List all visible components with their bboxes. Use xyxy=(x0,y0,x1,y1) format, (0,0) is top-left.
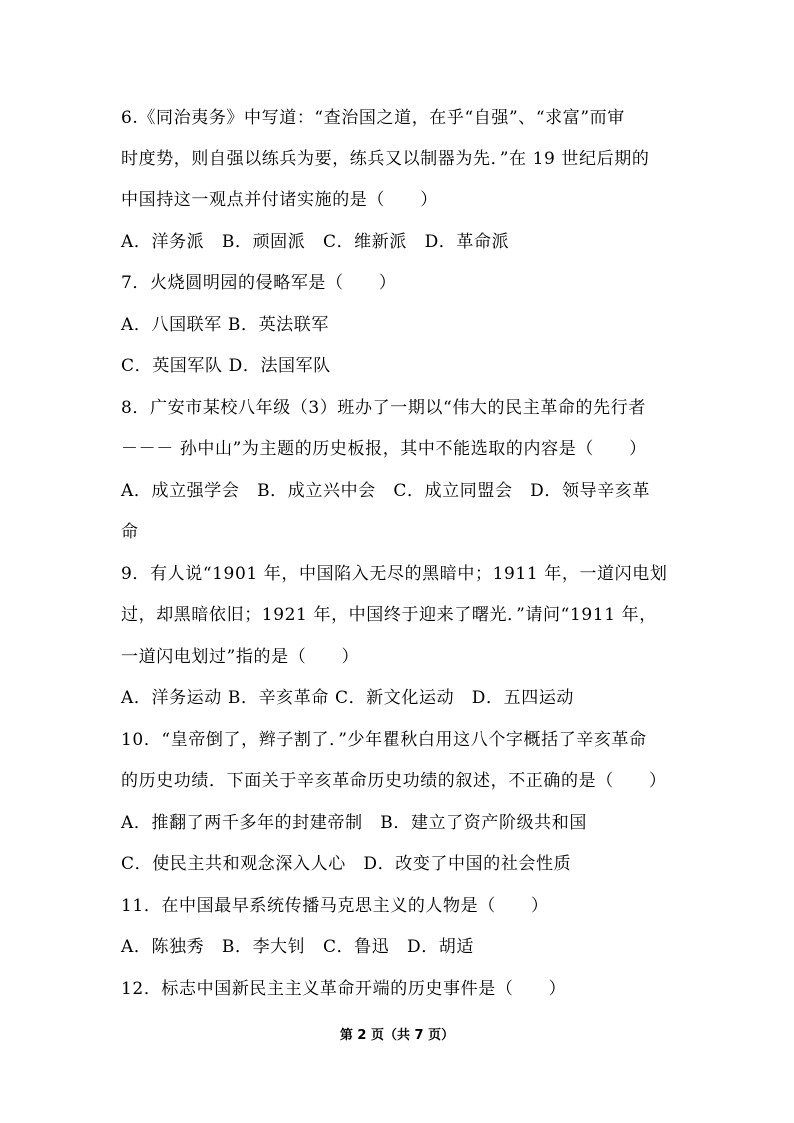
q8-options-line-1: A．成立强学会 B．成立兴中会 C．成立同盟会 D．领导辛亥革 xyxy=(121,481,651,501)
q6-stem-line-3: 中国持这一观点并付诸实施的是（ ） xyxy=(121,190,438,210)
q11-options: A．陈独秀 B．李大钊 C．鲁迅 D．胡适 xyxy=(121,937,475,957)
q6-options: A．洋务派 B．顽固派 C．维新派 D．革命派 xyxy=(121,232,510,252)
q7-stem: 7．火烧圆明园的侵略军是（ ） xyxy=(121,273,397,293)
q9-stem-line-2: 过，却黑暗依旧；1921 年，中国终于迎来了曙光．”请问“1911 年， xyxy=(121,605,657,625)
q6-stem-line-2: 时度势，则自强以练兵为要，练兵又以制器为先．”在 19 世纪后期的 xyxy=(121,149,650,169)
q9-stem-line-1: 9．有人说“1901 年，中国陷入无尽的黑暗中；1911 年，一道闪电划 xyxy=(121,564,668,584)
q8-stem-line-2: －－－ 孙中山”为主题的历史板报，其中不能选取的内容是（ ） xyxy=(121,439,647,459)
q6-stem-line-1: 6.《同治夷务》中写道：“查治国之道，在乎“自强”、“求富”而审 xyxy=(121,108,625,128)
q8-options-line-2: 命 xyxy=(121,522,139,542)
q9-stem-line-3: 一道闪电划过”指的是（ ） xyxy=(121,647,360,667)
page-footer: 第 2 页（共 7 页） xyxy=(339,1028,455,1043)
q10-options-line-1: A．推翻了两千多年的封建帝制 B．建立了资产阶级共和国 xyxy=(121,813,587,833)
q11-stem: 11．在中国最早系统传播马克思主义的人物是（ ） xyxy=(121,896,549,916)
q8-stem-line-1: 8．广安市某校八年级（3）班办了一期以“伟大的民主革命的先行者 xyxy=(121,398,646,418)
q10-stem-line-1: 10．“皇帝倒了，辫子割了．”少年瞿秋白用这八个字概括了辛亥革命 xyxy=(121,730,647,750)
q7-options-line-1: A．八国联军 B．英法联军 xyxy=(121,315,329,335)
q12-stem: 12．标志中国新民主主义革命开端的历史事件是（ ） xyxy=(121,979,567,999)
q9-options: A．洋务运动 B．辛亥革命 C．新文化运动 D．五四运动 xyxy=(121,688,575,708)
q10-stem-line-2: 的历史功绩．下面关于辛亥革命历史功绩的叙述，不正确的是（ ） xyxy=(121,771,667,791)
q10-options-line-2: C．使民主共和观念深入人心 D．改变了中国的社会性质 xyxy=(121,854,572,874)
q7-options-line-2: C．英国军队 D．法国军队 xyxy=(121,356,331,376)
